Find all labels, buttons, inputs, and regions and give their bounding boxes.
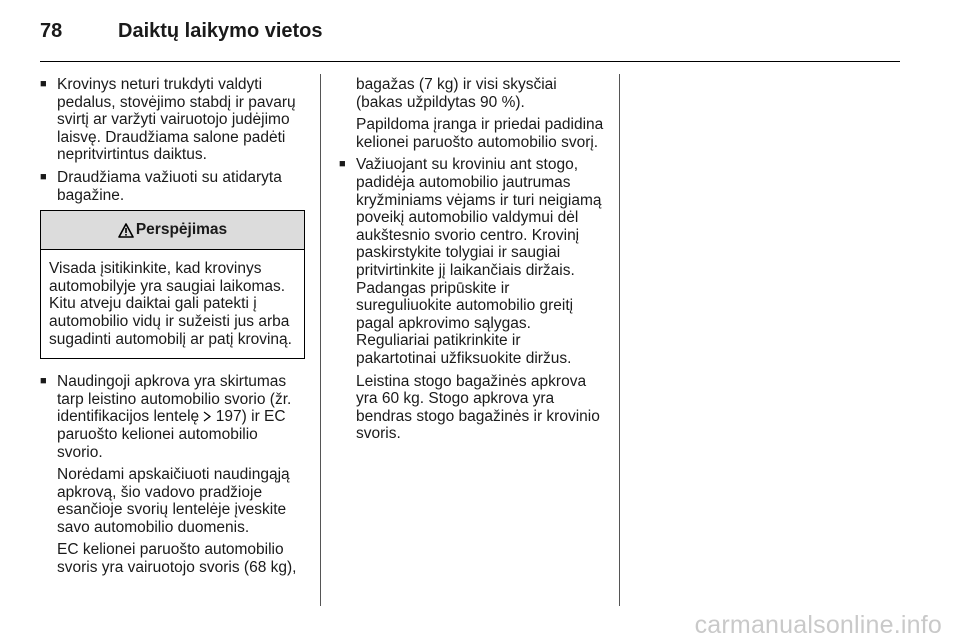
column-divider-right bbox=[619, 74, 620, 606]
watermark: carmanualsonline.info bbox=[694, 611, 942, 639]
bullet-text: ) ir EC paruošto kelionei automobilio svorio. bbox=[57, 408, 286, 461]
list-item bbox=[40, 169, 305, 204]
list-item bbox=[339, 156, 604, 367]
paragraph: Papildoma įranga ir priedai padidina kelionei paruošto automobilio svorį. bbox=[356, 116, 604, 151]
list-item bbox=[40, 76, 305, 164]
bullet-marker: ■ bbox=[339, 158, 346, 171]
page-number: 78 bbox=[40, 20, 63, 42]
warning-box bbox=[40, 210, 305, 359]
warning-title: Perspėjimas bbox=[135, 221, 228, 239]
list-item bbox=[40, 373, 305, 461]
paragraph: Norėdami apskaičiuoti naudingąją apkrovą, šio vadovo pradžioje esančioje svorių lentelėje įveskite savo automobilio duomenis. bbox=[57, 466, 290, 536]
paragraph: Leistina stogo bagažinės apkrova yra 60 kg. Stogo apkrova yra bendras stogo bagažinės ir krovinio svoris. bbox=[356, 372, 600, 443]
bullet-marker: ■ bbox=[40, 78, 47, 90]
page-reference-link[interactable]: 197 bbox=[215, 408, 242, 426]
bullet-text: Važiuojant su kroviniu ant stogo, padidėja automobilio jautrumas kryžminiams vėjams ir turi neigiamą poveikį automobilio valdymui dėl aukštesnio svorio centro. Krovinį paskirstykite tolygiai ir saugiai pritvirtinkite jį laikančiais diržais. Padangas pripūskite ir sureguliuokite automobilio greitį pagal apkrovimo sąlygas. Reguliariai patikrinkite ir pakartotinai užfiksuokite diržus. bbox=[356, 156, 602, 367]
column-middle bbox=[339, 76, 604, 448]
bullet-text: Krovinys neturi trukdyti valdyti pedalus, stovėjimo stabdį ir pavarų svirtį ar varžyti vairuotojo judėjimo laisvę. Draudžiama salone padėti nepritvirtintus daiktus. bbox=[57, 76, 296, 164]
header-rule bbox=[40, 61, 900, 62]
bullet-text: Naudingoji apkrova yra skirtumas tarp leistino automobilio svorio (žr. identifikacijos lentelę bbox=[57, 373, 292, 426]
warning-triangle-icon bbox=[118, 223, 134, 238]
bullet-text: Draudžiama važiuoti su atidaryta bagažine. bbox=[57, 168, 282, 204]
bullet-marker: ■ bbox=[40, 375, 47, 388]
warning-body: Visada įsitikinkite, kad krovinys automobilyje yra saugiai laikomas. Kitu atveju daiktai gali patekti į automobilio vidų ir sužeisti jus arba sugadinti automobilį ar patį kroviną. bbox=[49, 260, 292, 348]
section-title: Daiktų laikymo vietos bbox=[118, 20, 323, 42]
page-reference-arrow-icon[interactable] bbox=[203, 411, 211, 422]
column-divider-left bbox=[320, 74, 321, 606]
paragraph: bagažas (7 kg) ir visi skysčiai (bakas užpildytas 90 %). bbox=[356, 76, 557, 111]
bullet-marker: ■ bbox=[40, 170, 47, 183]
column-left bbox=[40, 76, 305, 582]
warning-header bbox=[41, 211, 304, 250]
paragraph: EC kelionei paruošto automobilio svoris yra vairuotojo svoris (68 kg), bbox=[57, 541, 297, 577]
